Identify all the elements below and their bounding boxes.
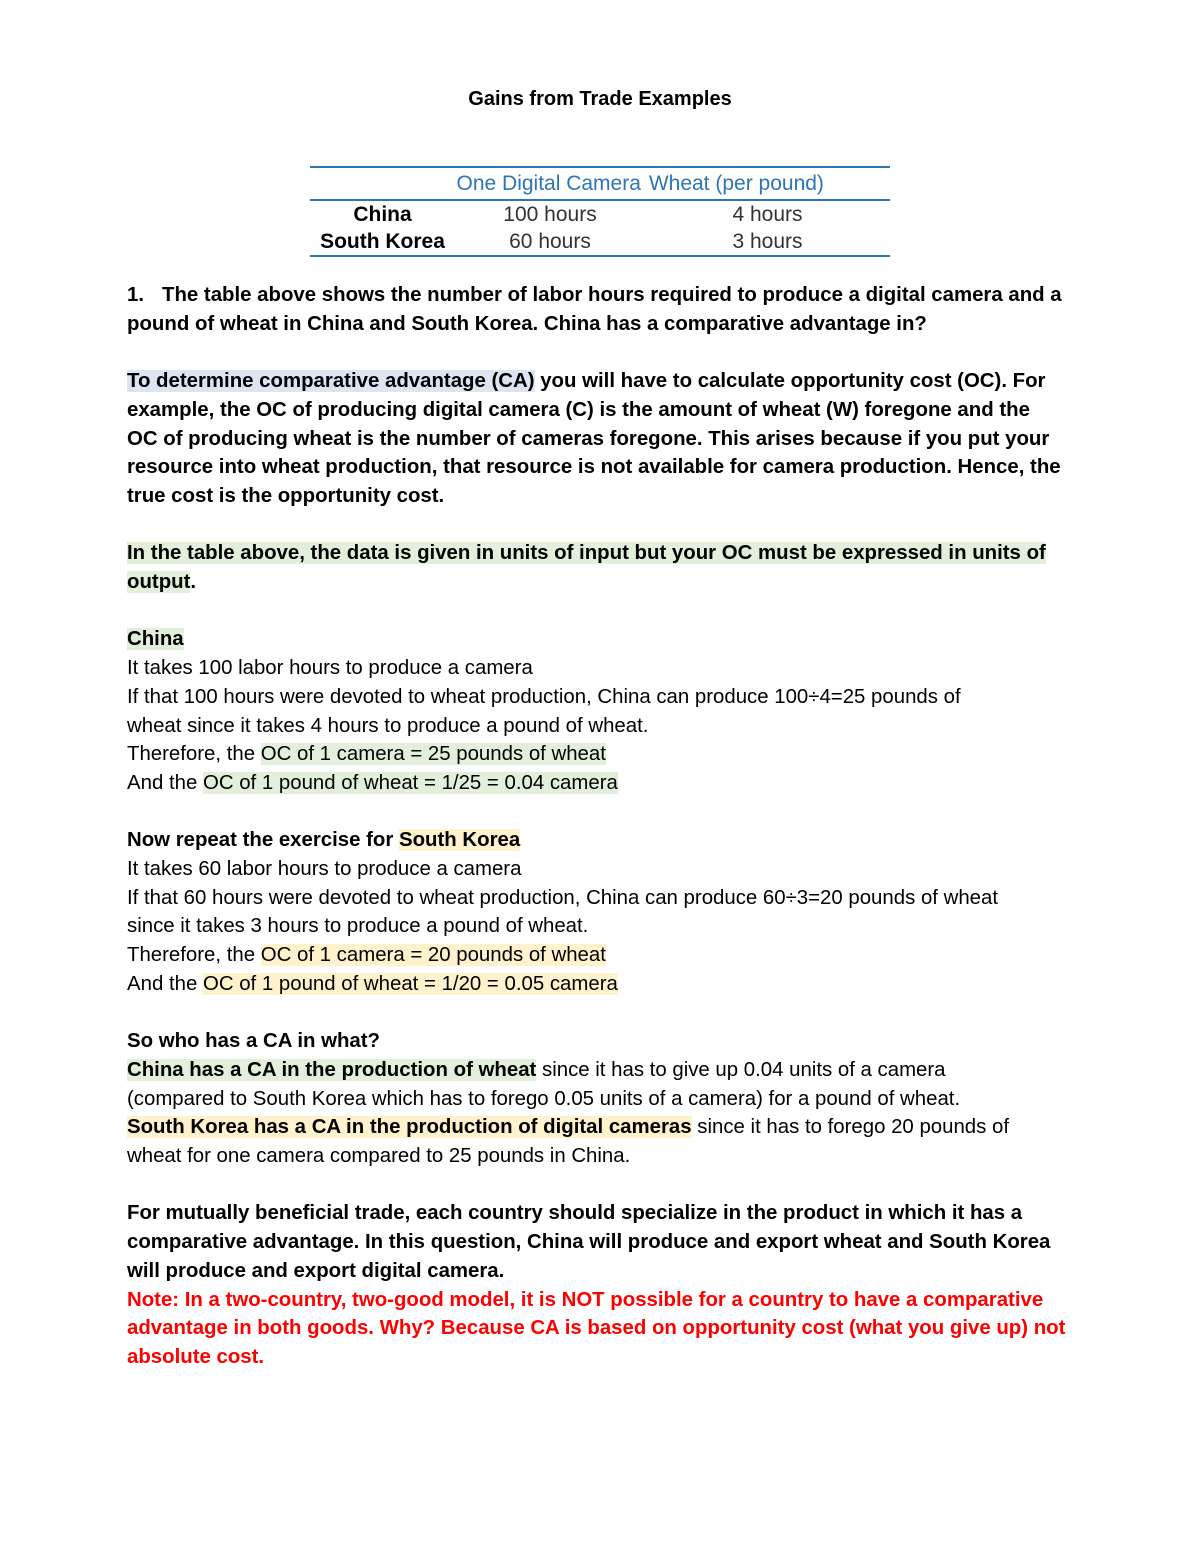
who-line: (compared to South Korea which has to forego 0.05 units of a camera) for a pound of wheat. — [127, 1087, 961, 1110]
table-cell-country: China — [353, 202, 412, 226]
units-note-line: output. — [127, 571, 197, 593]
who-heading: So who has a CA in what? — [127, 1030, 381, 1053]
question-line: pound of wheat in China and South Korea. China has a comparative advantage in? — [127, 312, 927, 335]
document-title: Gains from Trade Examples — [468, 88, 732, 110]
note-line: absolute cost. — [127, 1345, 265, 1368]
korea-line: It takes 60 labor hours to produce a camera — [127, 858, 522, 880]
table-header-row — [310, 168, 890, 199]
who-line: wheat for one camera compared to 25 pounds in China. — [127, 1145, 631, 1168]
table-header-camera: One Digital Camera — [456, 171, 641, 195]
intro-line: true cost is the opportunity cost. — [127, 484, 445, 507]
table-row — [310, 228, 890, 255]
korea-line: Therefore, the OC of 1 camera = 20 pounds of wheat — [127, 944, 606, 967]
china-line: And the OC of 1 pound of wheat = 1/25 = 0.04 camera — [127, 771, 618, 794]
korea-line: since it takes 3 hours to produce a pound of wheat. — [127, 915, 589, 938]
table-header-wheat: Wheat (per pound) — [648, 171, 824, 195]
intro-line: To determine comparative advantage (CA) you will have to calculate opportunity cost (OC). For — [127, 370, 1046, 393]
table-cell-country: South Korea — [320, 229, 445, 253]
china-heading: China — [127, 628, 184, 651]
question-number: 1. — [127, 284, 145, 306]
note-line: advantage in both goods. Why? Because CA is based on opportunity cost (what you give up) not — [127, 1317, 1066, 1340]
intro-line: example, the OC of producing digital camera (C) is the amount of wheat (W) foregone and the — [127, 398, 1030, 421]
korea-heading: Now repeat the exercise for South Korea — [127, 829, 521, 852]
china-line: It takes 100 labor hours to produce a camera — [127, 657, 533, 680]
china-line: wheat since it takes 4 hours to produce a pound of wheat. — [127, 714, 649, 737]
conclusion-line: For mutually beneficial trade, each country should specialize in the product in which it has a — [127, 1202, 1023, 1225]
intro-line: OC of producing wheat is the number of cameras foregone. This arises because if you put your — [127, 427, 1050, 450]
china-line: If that 100 hours were devoted to wheat production, China can produce 100÷4=25 pounds of — [127, 685, 961, 708]
korea-line: And the OC of 1 pound of wheat = 1/20 = 0.05 camera — [127, 972, 618, 995]
korea-line: If that 60 hours were devoted to wheat production, China can produce 60÷3=20 pounds of wheat — [127, 886, 999, 909]
table-cell-wheat: 3 hours — [732, 229, 803, 253]
intro-highlight: To determine comparative advantage (CA) — [127, 370, 535, 393]
china-line: Therefore, the OC of 1 camera = 25 pounds of wheat — [127, 743, 606, 766]
table-cell-camera: 100 hours — [503, 202, 597, 226]
who-line: South Korea has a CA in the production of digital cameras since it has to forego 20 pounds of — [127, 1116, 1010, 1139]
units-note-line: In the table above, the data is given in units of input but your OC must be expressed in units of — [127, 542, 1046, 565]
question-text: The table above shows the number of labor hours required to produce a digital camera and a — [162, 284, 1062, 306]
document-body — [127, 281, 1087, 1372]
labor-hours-table — [310, 166, 890, 257]
table-row — [310, 201, 890, 228]
who-line: China has a CA in the production of wheat since it has to give up 0.04 units of a camera — [127, 1058, 946, 1081]
question-line — [127, 281, 1087, 310]
table-cell-wheat: 4 hours — [732, 202, 803, 226]
table-bottom-rule — [310, 255, 890, 257]
conclusion-line: comparative advantage. In this question, China will produce and export wheat and South Korea — [127, 1231, 1051, 1254]
conclusion-line: will produce and export digital camera. — [127, 1259, 505, 1282]
intro-line: resource into wheat production, that resource is not available for camera production. Hence, the — [127, 456, 1061, 479]
note-line: Note: In a two-country, two-good model, it is NOT possible for a country to have a comparative — [127, 1288, 1044, 1311]
table-cell-camera: 60 hours — [509, 229, 591, 253]
